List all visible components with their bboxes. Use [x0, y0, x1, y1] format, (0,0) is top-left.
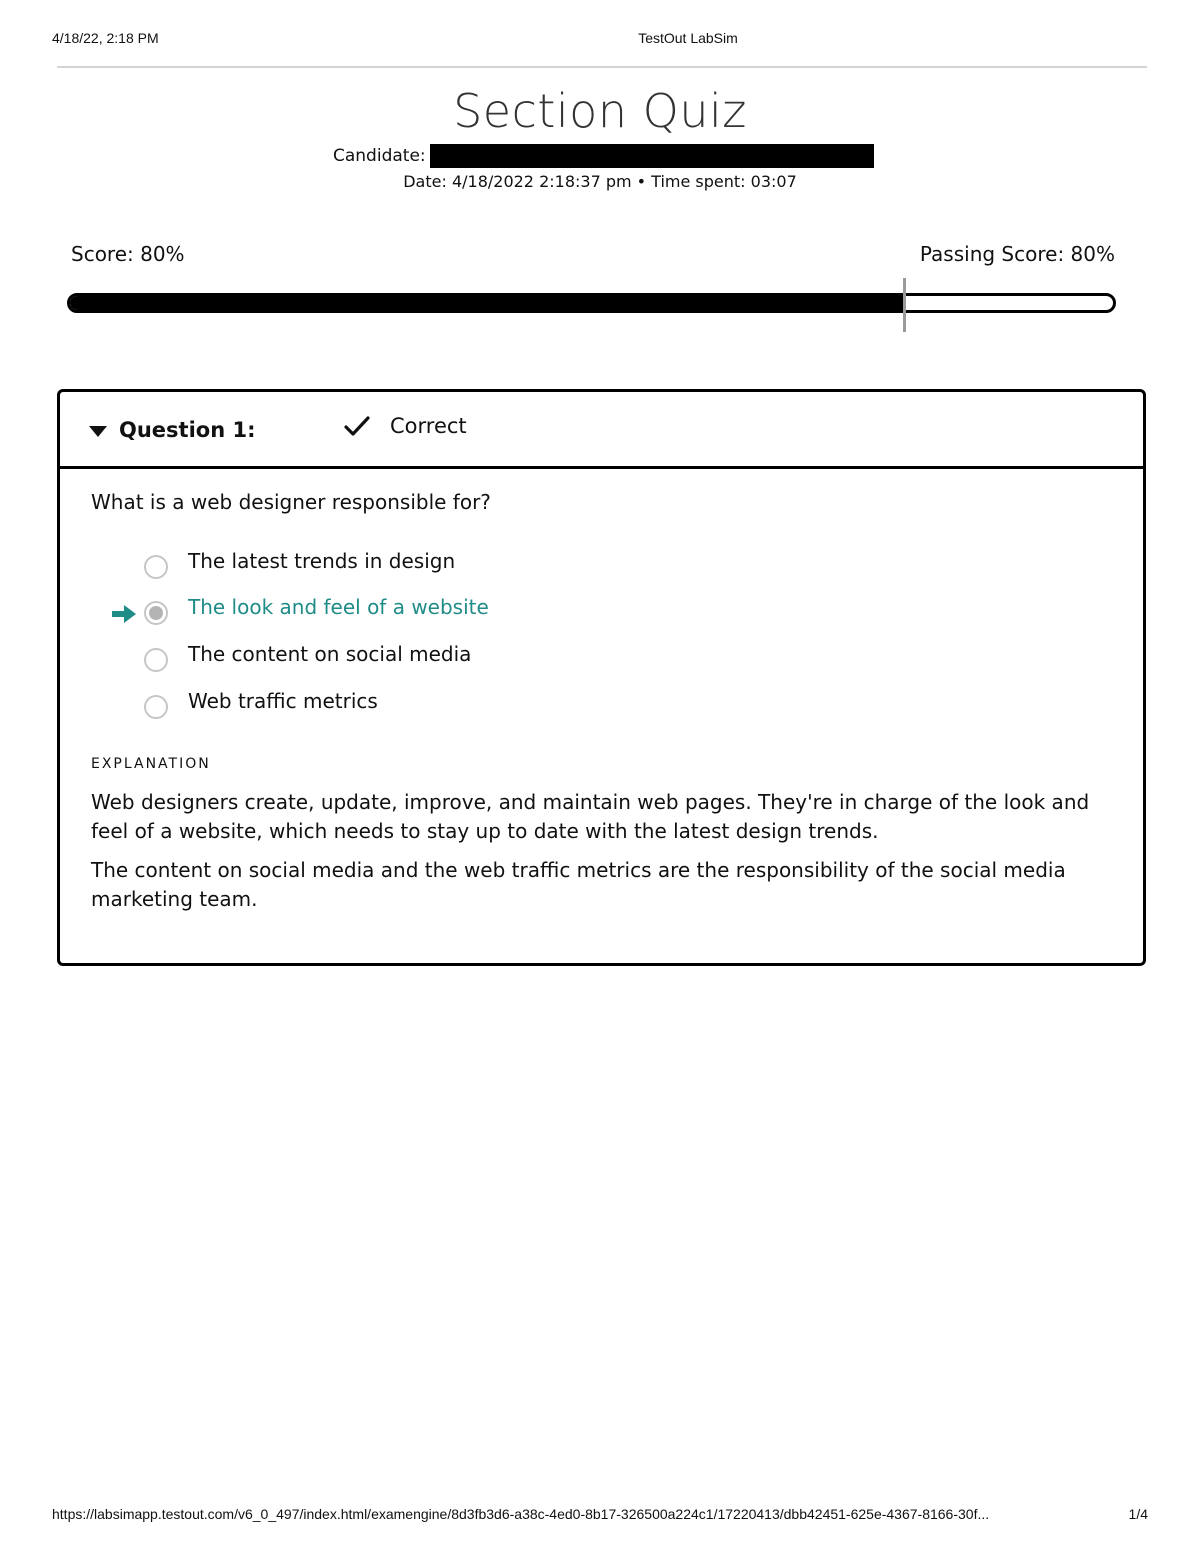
candidate-label: Candidate: [333, 146, 426, 166]
radio-button-selected[interactable] [144, 601, 168, 625]
date-time-spent: Date: 4/18/2022 2:18:37 pm • Time spent: 03:07 [403, 172, 797, 191]
question-prompt: What is a web designer responsible for? [91, 490, 491, 514]
explanation-paragraph: Web designers create, update, improve, and maintain web pages. They're in charge of the look and feel of a website, which needs to stay up to date with the latest design trends. [91, 790, 1090, 843]
answer-choice[interactable] [60, 642, 1143, 676]
page-title: Section Quiz [453, 84, 747, 138]
page-url: https://labsimapp.testout.com/v6_0_497/index.html/examengine/8d3fb3d6-a38c-4ed0-8b17-326500a224c1/17220413/dbb42451-625e-4367-8166-30f... [52, 1506, 990, 1522]
answer-choice-text: Web traffic metrics [188, 689, 378, 713]
print-date: 4/18/22, 2:18 PM [52, 30, 159, 46]
answer-choice-correct[interactable] [60, 595, 1143, 629]
passing-score-marker [903, 278, 906, 332]
caret-down-icon[interactable] [89, 426, 107, 437]
candidate-row [333, 144, 874, 168]
page-number: 1/4 [1128, 1506, 1148, 1522]
score-progress-bar [67, 293, 1116, 313]
answer-choice-text: The look and feel of a website [188, 595, 489, 619]
explanation-paragraph: The content on social media and the web traffic metrics are the responsibility of the social media marketing team. [91, 858, 1066, 911]
answer-choice[interactable] [60, 689, 1143, 723]
answer-choice[interactable] [60, 549, 1143, 583]
print-header [0, 30, 1200, 50]
question-header[interactable] [60, 392, 1143, 469]
question-label: Question 1: [119, 418, 256, 442]
explanation-heading: EXPLANATION [91, 756, 211, 772]
score-progress-fill [70, 296, 904, 310]
header-divider [57, 66, 1147, 68]
radio-button[interactable] [144, 555, 168, 579]
print-title: TestOut LabSim [638, 30, 738, 46]
check-icon [343, 414, 371, 440]
question-card [57, 389, 1146, 966]
radio-button[interactable] [144, 695, 168, 719]
question-status: Correct [390, 414, 467, 438]
arrow-right-icon [110, 603, 138, 625]
answer-choice-text: The content on social media [188, 642, 472, 666]
passing-score-label: Passing Score: 80% [919, 242, 1115, 266]
explanation-text [91, 788, 1091, 924]
radio-button[interactable] [144, 648, 168, 672]
score-label: Score: 80% [71, 242, 185, 266]
candidate-name-redacted [430, 144, 874, 168]
answer-choice-text: The latest trends in design [188, 549, 456, 573]
